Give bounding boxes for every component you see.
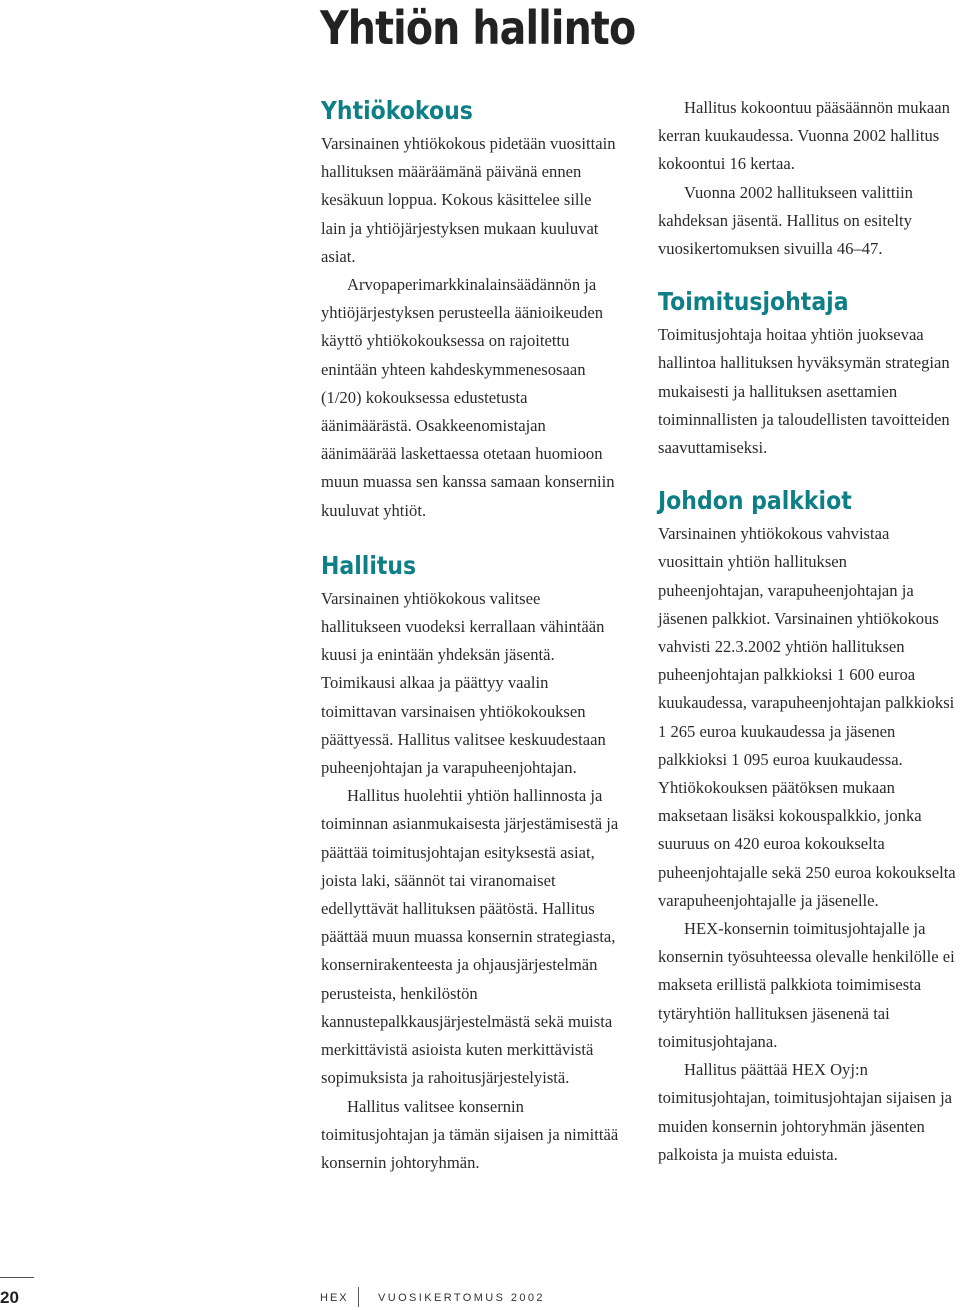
paragraph: HEX-konsernin toimitusjohtajalle ja konsernin työsuhteessa olevalle henkilölle ei makseta erillistä palkkiota toimimisesta tytäryhtiön hallituksen jäsenenä tai toimitusjohtajana. (658, 919, 955, 1051)
paragraph: Arvopaperimarkkinalainsäädännön ja yhtiöjärjestyksen perusteella äänioikeuden käyttö yhtiökokouksessa on rajoitettu enintään yhteen kahdeskymmenesosaan (1/20) kokouksessa edustetusta äänimäärästä. Osakkeenomistajan äänimäärää laskettaessa otetaan huomioon muun muassa sen kanssa samaan konserniin kuuluvat yhtiöt. (321, 275, 615, 520)
paragraph: Hallitus huolehtii yhtiön hallinnosta ja toiminnan asianmukaisesta järjestämisestä ja päättää toimitusjohtajan esityksestä asiat, joista laki, säännöt tai viranomaiset edellyttävät hallituksen päätöstä. Hallitus päättää muun muassa konsernin strategiasta, konsernirakenteesta ja ohjausjärjestelmän perusteista, henkilöstön kannustepalkkausjärjestelmästä sekä muista merkittävistä asioista kuten merkittävistä sopimuksista ja rahoitusjärjestelyistä. (321, 786, 619, 1088)
section-johdon-palkkiot (658, 484, 956, 1169)
footer-brand: HEX (320, 1292, 349, 1304)
paragraph: Hallitus valitsee konsernin toimitusjohtajan ja tämän sijaisen ja nimittää konsernin johtoryhmän. (321, 1096, 619, 1172)
page-footer (0, 1286, 960, 1310)
section-heading-hallitus: Hallitus (321, 550, 417, 580)
section-heading-johdon-palkkiot: Johdon palkkiot (658, 486, 852, 516)
paragraph: Toimitusjohtaja hoitaa yhtiön juoksevaa hallintoa hallituksen hyväksymän strategian mukaisesti ja hallituksen asettamien toiminnallisten ja taloudellisten tavoitteiden saavuttamiseksi. (658, 325, 950, 458)
section-toimitusjohtaja (658, 285, 956, 462)
footer-report-title: VUOSIKERTOMUS 2002 (378, 1292, 545, 1304)
section-hallitus (321, 549, 619, 1177)
paragraph: Varsinainen yhtiökokous valitsee hallitukseen vuodeksi kerrallaan vähintään kuusi ja enintään yhdeksän jäsentä. Toimikausi alkaa ja päättyy vaalin toimittavan varsinaisen yhtiökokouksen päättyessä. Hallitus valitsee keskuudestaan puheenjohtajan ja varapuheenjohtajan. (321, 588, 606, 778)
footer-rule (0, 1277, 34, 1278)
page-number: 20 (0, 1288, 19, 1307)
right-column (658, 94, 956, 1191)
paragraph: Hallitus päättää HEX Oyj:n toimitusjohtajan, toimitusjohtajan sijaisen ja muiden konsernin johtoryhmän jäsenten palkoista ja muista eduista. (658, 1060, 953, 1164)
footer-separator (358, 1287, 359, 1307)
paragraph: Varsinainen yhtiökokous pidetään vuosittain hallituksen määräämänä päivänä ennen kesäkuun loppua. Kokous käsittelee sille lain ja yhtiöjärjestyksen mukaan kuuluvat asiat. (321, 134, 616, 266)
paragraph: Varsinainen yhtiökokous vahvistaa vuosittain yhtiön hallituksen puheenjohtajan, varapuheenjohtajan ja jäsenen palkkiot. Varsinainen yhtiökokous vahvisti 22.3.2002 yhtiön hallituksen puheenjohtajan palkkioksi 1 600 euroa kuukaudessa, varapuheenjohtajan palkkioksi 1 265 euroa kuukaudessa ja jäsenen palkkioksi 1 095 euroa kuukaudessa. Yhtiökokouksen päätöksen mukaan maksetaan lisäksi kokouspalkkio, jonka suuruus on 420 euroa kokoukselta puheenjohtajalle sekä 250 euroa kokoukselta varapuheenjohtajalle ja jäsenelle. (658, 524, 956, 910)
section-heading-yhtiokokous: Yhtiökokous (321, 96, 473, 125)
page-title: Yhtiön hallinto (320, 1, 636, 55)
section-yhtiokokous (321, 94, 619, 525)
left-column (321, 94, 619, 1201)
paragraph: Vuonna 2002 hallitukseen valittiin kahdeksan jäsentä. Hallitus on esitelty vuosikertomuksen sivuilla 46–47. (658, 182, 913, 259)
section-hallitus-continued (658, 94, 956, 263)
section-heading-toimitusjohtaja: Toimitusjohtaja (658, 287, 849, 317)
paragraph: Hallitus kokoontuu pääsäännön mukaan kerran kuukaudessa. Vuonna 2002 hallitus kokoontui 16 kertaa. (658, 98, 950, 174)
